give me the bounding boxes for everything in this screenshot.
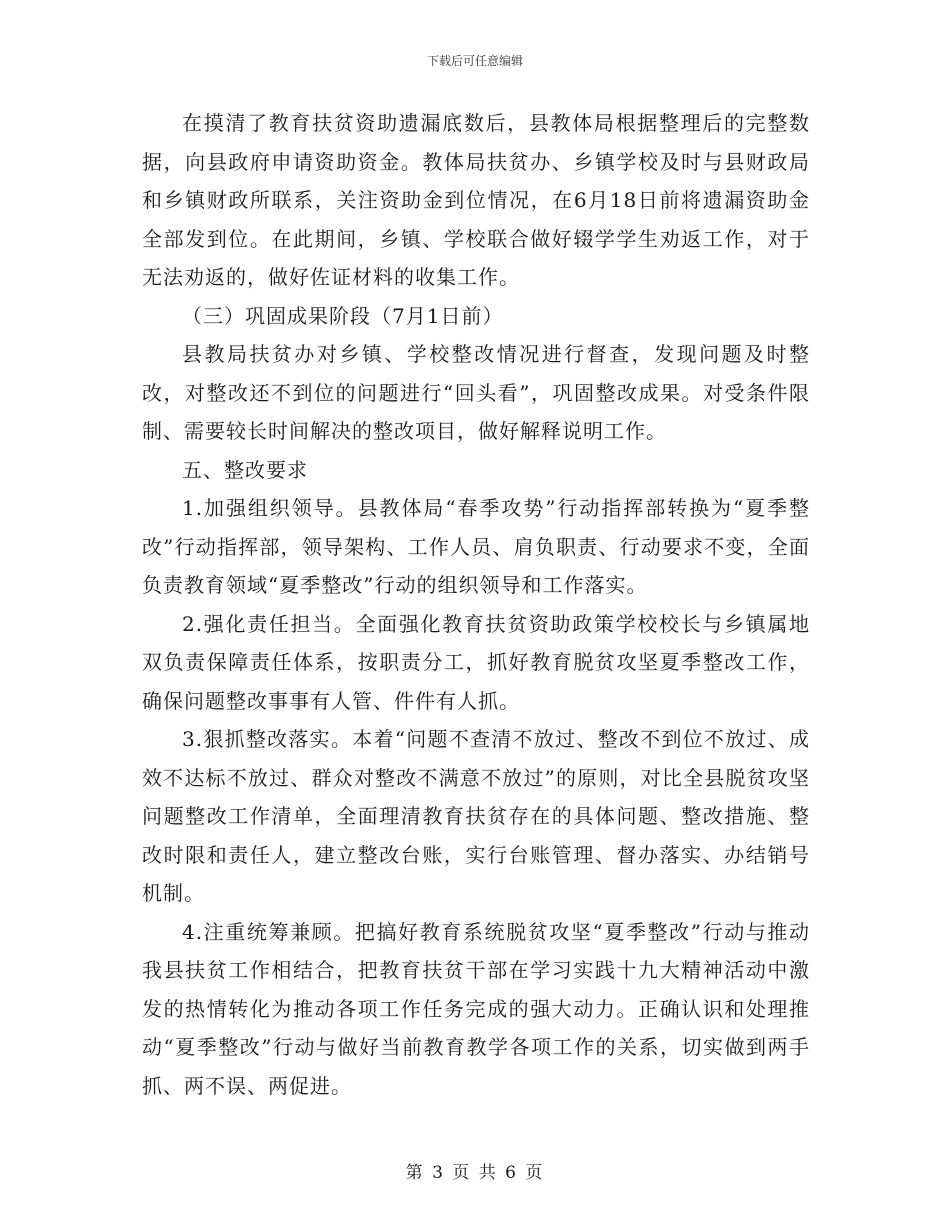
paragraph-consolidation: 县教局扶贫办对乡镇、学校整改情况进行督查，发现问题及时整改，对整改还不到位的问题进行“回头看”，巩固整改成果。对受条件限制、需要较长时间解决的整改项目，做好解释说明工作。 bbox=[142, 342, 810, 443]
page-header-note: 下载后可任意编辑 bbox=[426, 54, 523, 68]
requirement-item-1: 1.加强组织领导。县教体局“春季攻势”行动指挥部转换为“夏季整改”行动指挥部，领导架构、工作人员、肩负职责、行动要求不变，全面负责教育领域“夏季整改”行动的组织领导和工作落实。 bbox=[142, 496, 810, 597]
requirement-item-3: 3.狠抓整改落实。本着“问题不查清不放过、整改不到位不放过、成效不达标不放过、群众对整改不满意不放过”的原则，对比全县脱贫攻坚问题整改工作清单，全面理清教育扶贫存在的具体问题、整改措施、整改时限和责任人，建立整改台账，实行台账管理、督办落实、办结销号机制。 bbox=[142, 727, 810, 905]
paragraph-funding: 在摸清了教育扶贫资助遗漏底数后，县教体局根据整理后的完整数据，向县政府申请资助资金。教体局扶贫办、乡镇学校及时与县财政局和乡镇财政所联系，关注资助金到位情况，在6月18日前将遗漏资助金全部发到位。在此期间，乡镇、学校联合做好辍学学生劝返工作，对于无法劝返的，做好佐证材料的收集工作。 bbox=[142, 111, 810, 289]
requirement-item-4: 4.注重统筹兼顾。把搞好教育系统脱贫攻坚“夏季整改”行动与推动我县扶贫工作相结合，把教育扶贫干部在学习实践十九大精神活动中激发的热情转化为推动各项工作任务完成的强大动力。正确认识和处理推动“夏季整改”行动与做好当前教育教学各项工作的关系，切实做到两手抓、两不误、两促进。 bbox=[142, 919, 810, 1098]
page-number: 第 3 页 共 6 页 bbox=[405, 1163, 545, 1183]
requirement-item-2: 2.强化责任担当。全面强化教育扶贫资助政策学校校长与乡镇属地双负责保障责任体系，按职责分工，抓好教育脱贫攻坚夏季整改工作，确保问题整改事事有人管、件件有人抓。 bbox=[142, 611, 810, 713]
document-body bbox=[142, 104, 810, 1105]
section-heading-requirements: 五、整改要求 bbox=[182, 457, 308, 482]
section-heading-consolidation: （三）巩固成果阶段（7月1日前） bbox=[182, 303, 504, 328]
